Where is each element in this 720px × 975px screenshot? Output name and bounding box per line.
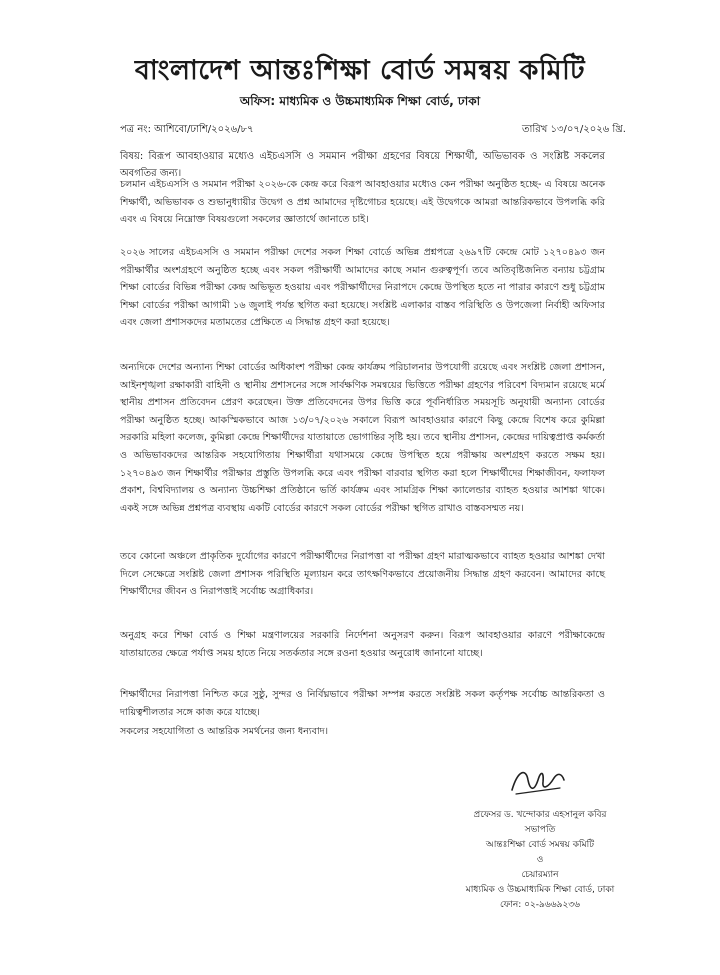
letterhead-title: বাংলাদেশ আন্তঃশিক্ষা বোর্ড সমন্বয় কমিটি — [134, 55, 586, 86]
body-paragraph-6: শিক্ষার্থীদের নিরাপত্তা নিশ্চিত করে সুষ্ঠু, সুন্দর ও নির্বিঘ্নভাবে পরীক্ষা সম্পন্ন করতে সংশ্লিষ্ট সকল কর্তৃপক্ষ সর্বোচ্চ আন্তরিকতা ও দায়িত্বশীলতার সঙ্গে কাজ করে যাচ্ছে। — [120, 689, 605, 718]
body-paragraph-3: অন্যদিকে দেশের অন্যান্য শিক্ষা বোর্ডের অধিকাংশ পরীক্ষা কেন্দ্র কার্যক্রম পরিচালনার উপযোগী রয়েছে এবং সংশ্লিষ্ট জেলা প্রশাসন, আইনশৃঙ্খলা রক্ষাকারী বাহিনী ও স্থানীয় প্রশাসনের সঙ্গে সার্বক্ষণিক সমন্বয়ের ভিত্তিতে পরীক্ষা গ্রহণের পরিবেশ বিদ্যমান রয়েছে মর্মে স্থানীয় প্রশাসন প্রতিবেদন প্রেরণ করেছেন। উক্ত প্রতিবেদনের উপর ভিত্তি করে পূর্বনির্ধারিত সময়সূচি অনুযায়ী অন্যান্য বোর্ডের পরীক্ষা অনুষ্ঠিত হচ্ছে। আকস্মিকভাবে আজ ১৩/০৭/২০২৬ সকালে বিরূপ আবহাওয়ার কারণে কিছু কেন্দ্রে বিশেষ করে কুমিল্লা সরকারি মহিলা কলেজ, কুমিল্লা কেন্দ্রে শিক্ষার্থীদের যাতায়াতে ভোগান্তির সৃষ্টি হয়। তবে স্থানীয় প্রশাসন, কেন্দ্রের দায়িত্বপ্রাপ্ত কর্মকর্তা ও অভিভাবকদের আন্তরিক সহযোগিতায় শিক্ষার্থীরা যথাসময়ে কেন্দ্রে উপস্থিত হয়ে পরীক্ষায় অংশগ্রহণ করতে সক্ষম হয়। ১২৭০৪৯৩ জন শিক্ষার্থীর পরীক্ষার প্রস্তুতি উপলব্ধি করে এবং পরীক্ষা বারবার স্থগিত করা হলে শিক্ষার্থীদের শিক্ষাজীবন, ফলাফল প্রকাশ, বিশ্ববিদ্যালয় ও অন্যান্য উচ্চশিক্ষা প্রতিষ্ঠানে ভর্তি কার্যক্রম এবং সামগ্রিক শিক্ষা ক্যালেন্ডার ব্যাহত হওয়ার আশঙ্কা থাকে। একই সঙ্গে অভিন্ন প্রশ্নপত্র ব্যবস্থায় একটি বোর্ডের কারণে সকল বোর্ডের পরীক্ষা স্থগিত রাখাও বাস্তবসম্মত নয়। — [120, 362, 605, 514]
body-paragraph-1: চলমান এইচএসসি ও সমমান পরীক্ষা ২০২৬-কে কেন্দ্র করে বিরূপ আবহাওয়ার মধ্যেও কেন পরীক্ষা অনুষ্ঠিত হচ্ছে- এ বিষয়ে অনেক শিক্ষার্থী, অভিভাবক ও শুভানুধ্যায়ীর উদ্বেগ ও প্রশ্ন আমাদের দৃষ্টিগোচর হয়েছে। এই উদ্বেগকে আমরা আন্তরিকভাবে উপলব্ধি করি এবং এ বিষয়ে নিম্নোক্ত বিষয়গুলো সকলের জ্ঞাতার্থে জানাতে চাই। — [120, 179, 605, 226]
signatory-name: প্রফেসর ড. খন্দোকার এহসানুল কবির — [473, 810, 607, 820]
subject-line: বিষয়: বিরূপ আবহাওয়ার মধ্যেও এইচএসসি ও সমমান পরীক্ষা গ্রহণের বিষয়ে শিক্ষার্থী, অভিভাবক ও সংশ্লিষ্ট সকলের অবগতির জন্য। — [120, 151, 605, 179]
handwritten-signature — [508, 760, 568, 800]
body-paragraph-5: অনুগ্রহ করে শিক্ষা বোর্ড ও শিক্ষা মন্ত্রণালয়ের সরকারি নির্দেশনা অনুসরণ করুন। বিরূপ আবহাওয়ার কারণে পরীক্ষাকেন্দ্রে যাতায়াতের ক্ষেত্রে পর্যাপ্ত সময় হাতে নিয়ে সতর্কতার সঙ্গে রওনা হওয়ার অনুরোধ জানানো যাচ্ছে। — [120, 630, 605, 659]
signatory-title2: চেয়ারম্যান — [521, 870, 559, 880]
memo-date: তারিখ ১৩/০৭/২০২৬ খ্রি. — [522, 124, 626, 135]
memo-number: পত্র নং: আশিবো/ঢাশি/২০২৬/৮৭ — [120, 124, 254, 135]
signatory-conjunction: ও — [536, 855, 544, 865]
body-paragraph-2: ২০২৬ সালের এইচএসসি ও সমমান পরীক্ষা দেশের সকল শিক্ষা বোর্ডে অভিন্ন প্রশ্নপত্রে ২৬৯৭টি কেন্দ্রে মোট ১২৭০৪৯৩ জন পরীক্ষার্থীর অংশগ্রহণে অনুষ্ঠিত হচ্ছে এবং সকল পরীক্ষার্থী আমাদের কাছে সমান গুরুত্বপূর্ণ। তবে অতিবৃষ্টিজনিত বন্যায় চট্টগ্রাম শিক্ষা বোর্ডের বিভিন্ন পরীক্ষা কেন্দ্র অভিভূত হওয়ায় এবং পরীক্ষার্থীদের নিরাপদে কেন্দ্রে উপস্থিত হতে না পারার কারণে শুধু চট্টগ্রাম শিক্ষা বোর্ডের পরীক্ষা আগামী ১৬ জুলাই পর্যন্ত স্থগিত করা হয়েছে। সংশ্লিষ্ট এলাকার বাস্তব পরিস্থিতি ও উপজেলা নির্বাহী অফিসার এবং জেলা প্রশাসকদের মতামতের প্রেক্ষিতে এ সিদ্ধান্ত গ্রহণ করা হয়েছে। — [120, 247, 605, 329]
signatory-phone: ফোন: ০২-৯৬৬৯২৩৬ — [500, 900, 580, 910]
signatory-block — [440, 808, 640, 913]
letterhead-subtitle: অফিস: মাধ্যমিক ও উচ্চমাধ্যমিক শিক্ষা বোর্ড, ঢাকা — [239, 94, 481, 108]
signatory-office: মাধ্যমিক ও উচ্চমাধ্যমিক শিক্ষা বোর্ড, ঢাকা — [465, 885, 615, 895]
body-paragraph-4: তবে কোনো অঞ্চলে প্রাকৃতিক দুর্যোগের কারণে পরীক্ষার্থীদের নিরাপত্তা বা পরীক্ষা গ্রহণ মারাত্মকভাবে ব্যাহত হওয়ার আশঙ্কা দেখা দিলে সেক্ষেত্রে সংশ্লিষ্ট জেলা প্রশাসক পরিস্থিতি মূল্যায়ন করে তাৎক্ষণিকভাবে প্রয়োজনীয় সিদ্ধান্ত গ্রহণ করবেন। আমাদের কাছে শিক্ষার্থীদের জীবন ও নিরাপত্তাই সর্বোচ্চ অগ্রাধিকার। — [120, 551, 605, 598]
closing-line: সকলের সহযোগিতা ও আন্তরিক সমর্থনের জন্য ধন্যবাদ। — [120, 726, 329, 737]
signatory-committee: আন্তঃশিক্ষা বোর্ড সমন্বয় কমিটি — [485, 840, 595, 850]
signatory-role: সভাপতি — [524, 825, 556, 835]
